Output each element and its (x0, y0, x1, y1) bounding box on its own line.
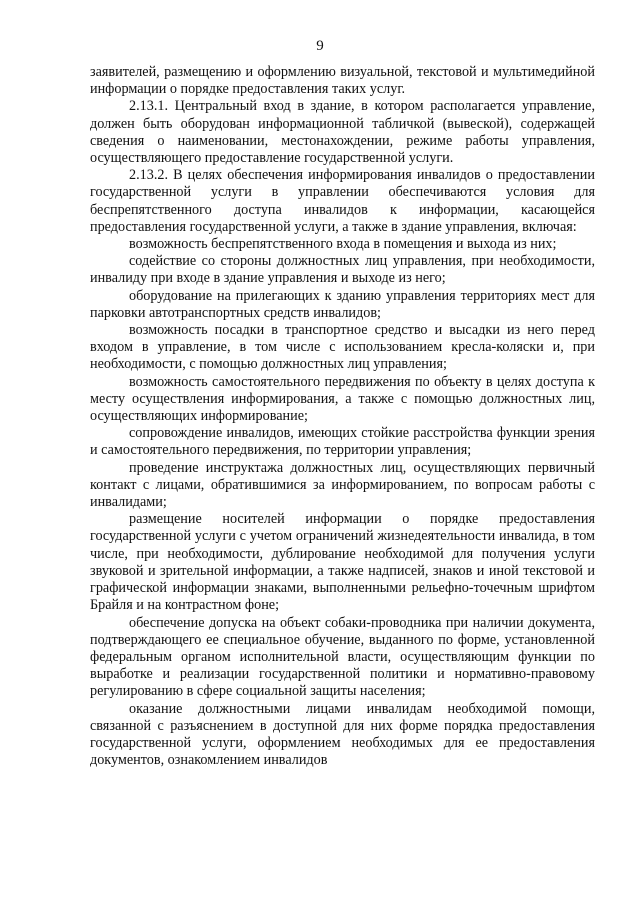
paragraph: возможность посадки в транспортное средство и высадки из него перед входом в управление, в том числе с использованием кресла-коляски и, при необходимости, с помощью должностных лиц управления; (90, 322, 595, 373)
paragraph: проведение инструктажа должностных лиц, осуществляющих первичный контакт с лицами, обратившимися за информированием, по вопросам работы с инвалидами; (90, 459, 595, 511)
paragraph: содействие со стороны должностных лиц управления, при необходимости, инвалиду при входе в здание управления и выходе из него; (90, 253, 595, 287)
paragraph: размещение носителей информации о порядке предоставления государственной услуги с учетом ограничений жизнедеятельности инвалида, в том числе, при необходимости, дублирование необходимой для получения услуги звуковой и зрительной информации, а также надписей, знаков и иной текстовой и графической информации знаками, выполненными рельефно-точечным шрифтом Брайля и на контрастном фоне; (90, 511, 595, 614)
page-number: 9 (316, 38, 324, 54)
paragraph: возможность беспрепятственного входа в помещения и выхода из них; (129, 236, 557, 253)
paragraph: обеспечение допуска на объект собаки-проводника при наличии документа, подтверждающего ее специальное обучение, выданного по форме, установленной федеральным органом исполнительной власти, осуществляющим функции по выработке и реализации государственной политики и нормативно-правовому регулированию в сфере социальной защиты населения; (90, 614, 595, 700)
paragraph: 2.13.2. В целях обеспечения информирования инвалидов о предоставлении государственной услуги в управлении обеспечиваются условия для беспрепятственного доступа инвалидов к информации, касающейся предоставления государственной услуги, а также в здание управления, включая: (90, 167, 595, 235)
paragraph: оборудование на прилегающих к зданию управления территориях мест для парковки автотранспортных средств инвалидов; (90, 287, 595, 321)
paragraph: 2.13.1. Центральный вход в здание, в котором располагается управление, должен быть оборудован информационной табличкой (вывеской), содержащей сведения о наименовании, местонахождении, режиме работы управления, осуществляющего предоставление государственной услуги. (90, 98, 595, 167)
paragraph: заявителей, размещению и оформлению визуальной, текстовой и мультимедийной информации о порядке предоставления таких услуг. (90, 64, 595, 98)
paragraph: оказание должностными лицами инвалидам необходимой помощи, связанной с разъяснением в доступной для них форме порядка предоставления государственной услуги, оформлением необходимых для ее предоставления документов, ознакомлением инвалидов (90, 700, 595, 769)
document-body (90, 64, 595, 769)
paragraph: возможность самостоятельного передвижения по объекту в целях доступа к месту осуществления информирования, а также с помощью должностных лиц, осуществляющих информирование; (90, 373, 595, 425)
paragraph: сопровождение инвалидов, имеющих стойкие расстройства функции зрения и самостоятельного передвижения, по территории управления; (90, 425, 595, 459)
